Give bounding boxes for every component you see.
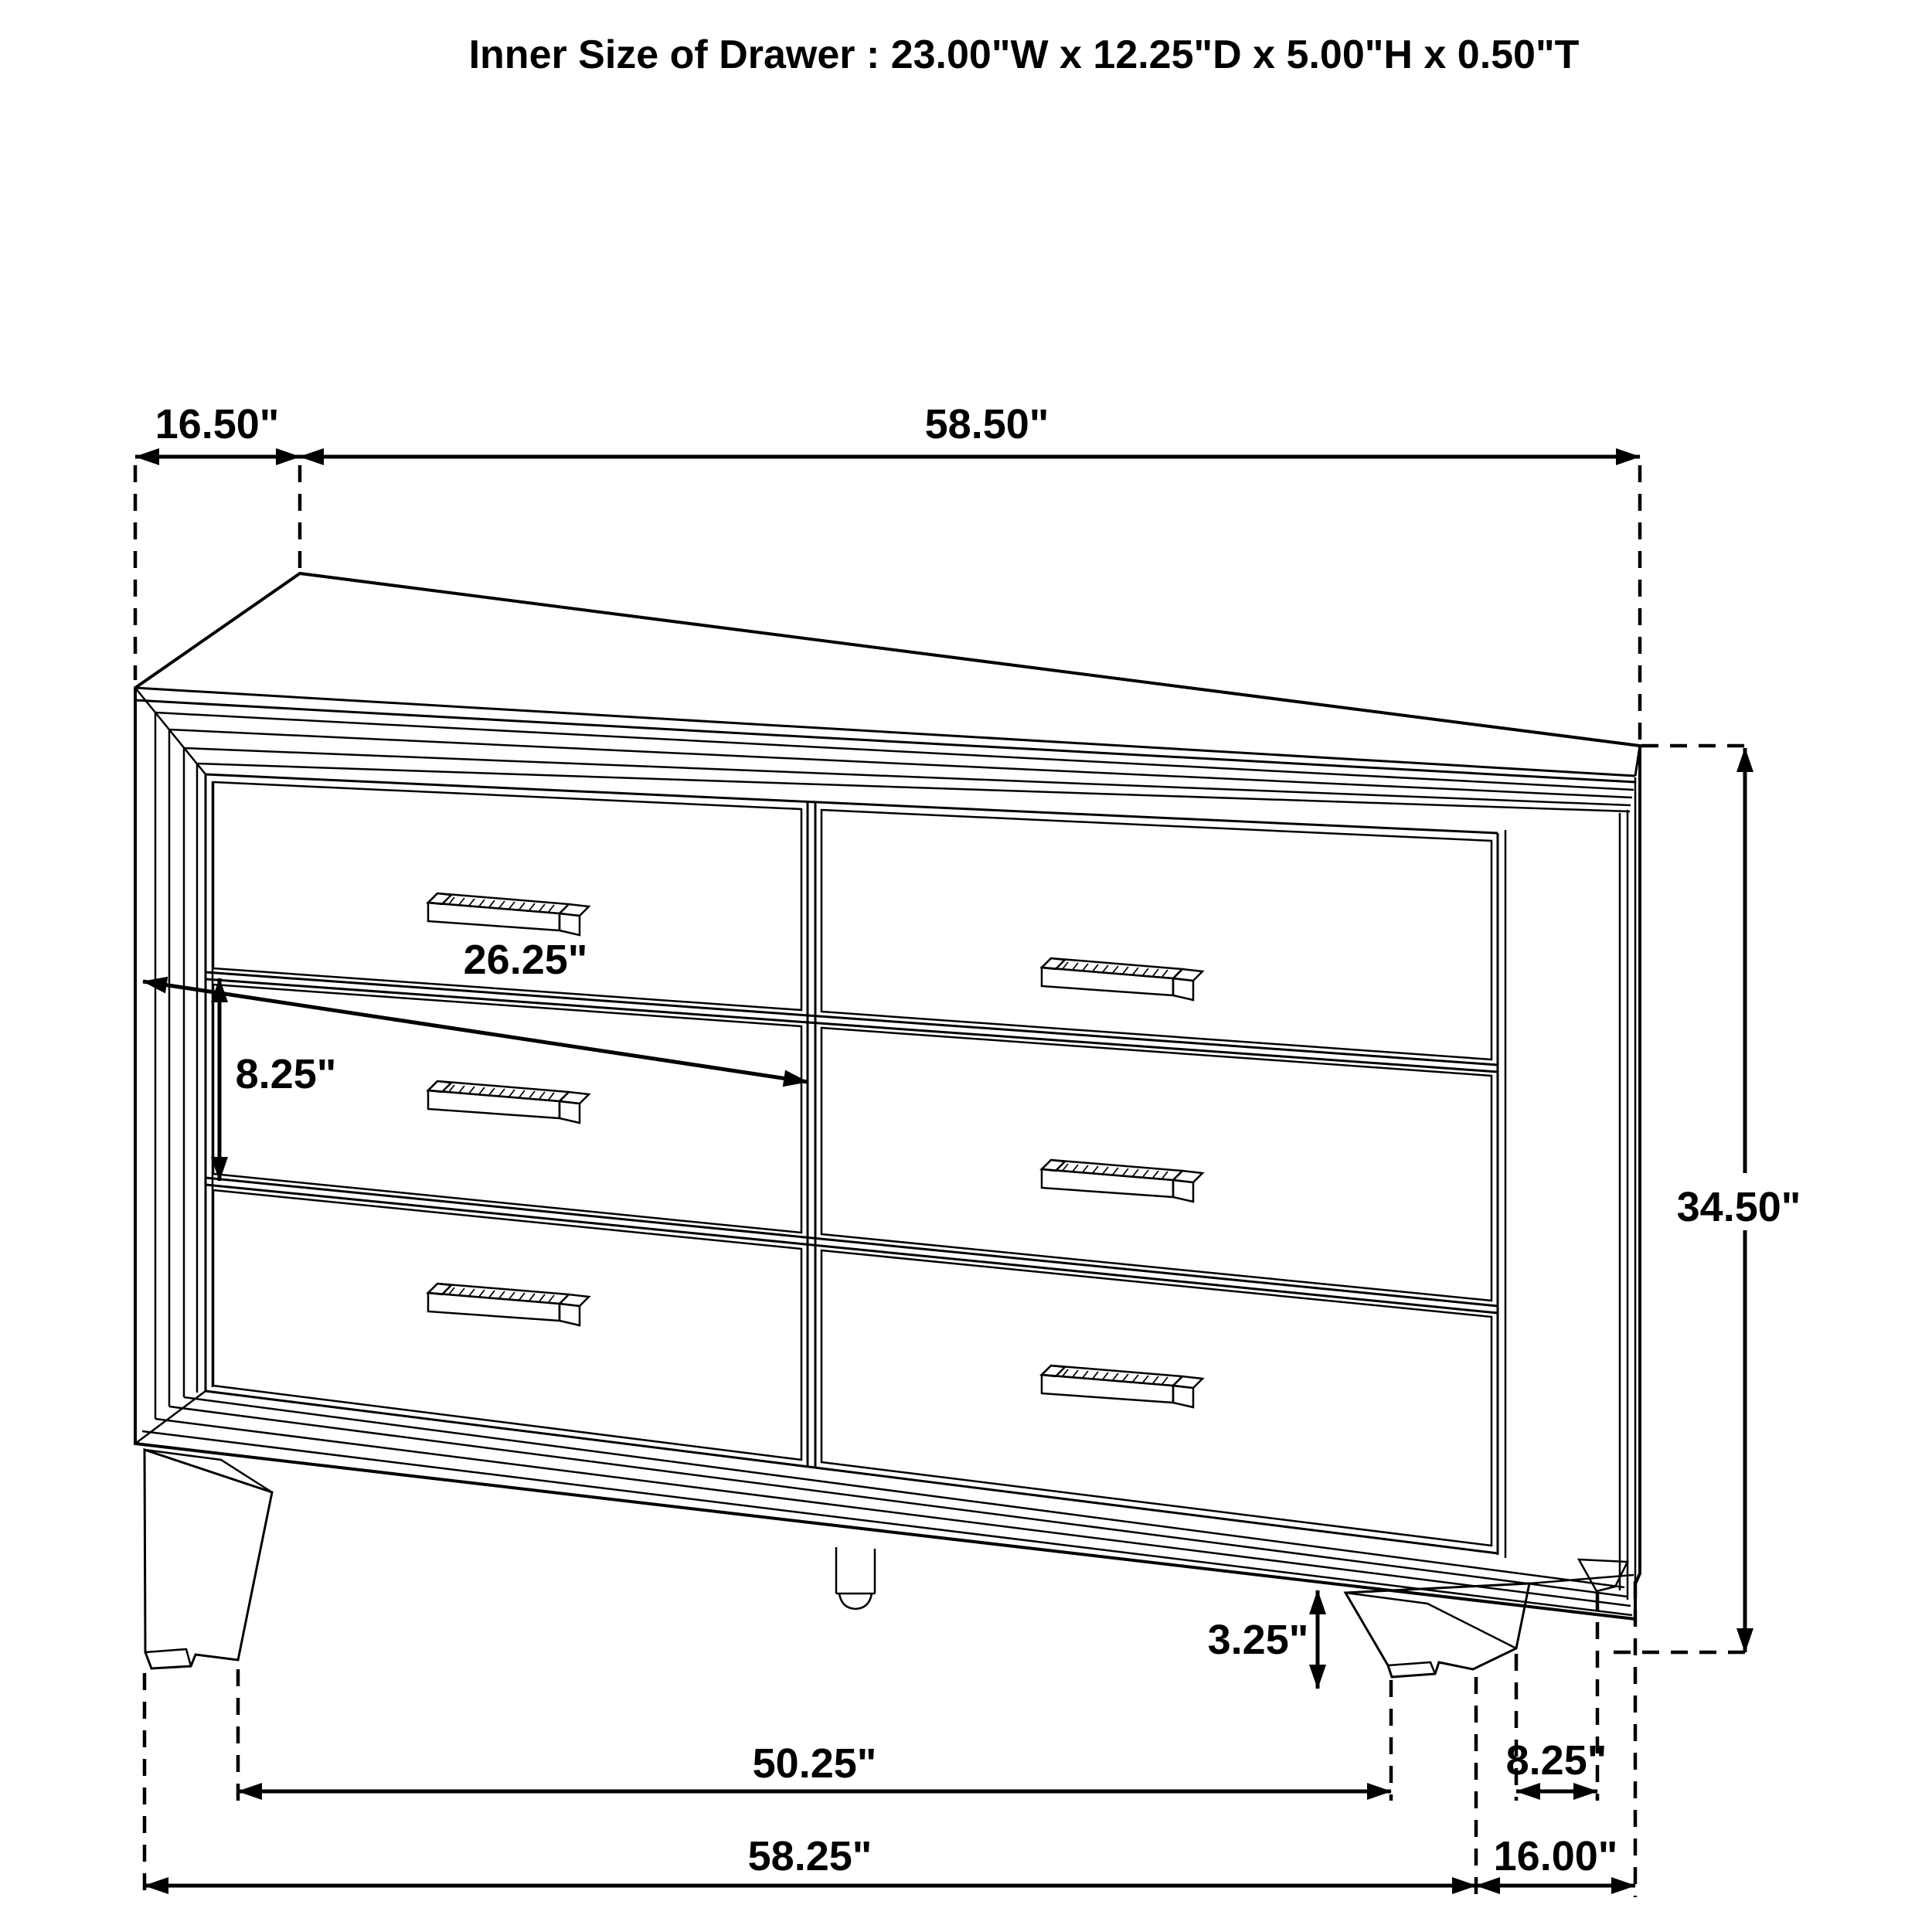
- base-molding: [135, 1391, 1632, 1615]
- handle-bottom-right: [1042, 1366, 1202, 1407]
- left-stile: [155, 713, 213, 1419]
- drawer-front-middle-left: [213, 985, 801, 1233]
- center-divider: [808, 801, 815, 1468]
- dim-overall-height-label: 34.50": [1676, 1184, 1801, 1230]
- drawer-opening-bottom-edge: [206, 1391, 1498, 1553]
- dim-foot-height-label: 3.25": [1207, 1617, 1309, 1663]
- handle-bottom-left: [428, 1284, 589, 1325]
- drawer-row-lines: [206, 972, 1498, 1313]
- dim-front-leg-span-label: 50.25": [752, 1740, 877, 1787]
- front-left-leg: [145, 1450, 272, 1668]
- handle-top-left: [428, 893, 589, 935]
- handle-middle-right: [1042, 1160, 1202, 1202]
- dim-top-depth-label: 16.50": [155, 401, 280, 447]
- right-stile: [1505, 777, 1635, 1617]
- dresser-legs: [145, 1450, 1634, 1677]
- dim-side-leg-span-label: 8.25": [1505, 1737, 1607, 1784]
- dresser-silhouette: [135, 573, 1640, 1619]
- extension-lines: [135, 465, 1756, 1897]
- page-title: Inner Size of Drawer : 23.00"W x 12.25"D x 5.00"H x 0.50"T: [468, 32, 1580, 77]
- handle-top-right: [1042, 958, 1202, 1000]
- front-right-leg: [1345, 1583, 1529, 1677]
- drawer-front-bottom-left: [213, 1190, 801, 1460]
- dim-base-width-label: 58.25": [747, 1833, 872, 1879]
- dim-drawer-height-label: 8.25": [235, 1051, 337, 1097]
- dim-base-depth-label: 16.00": [1493, 1833, 1618, 1879]
- dresser-top-face: [135, 688, 1640, 782]
- dim-drawer-width-label: 26.25": [463, 937, 588, 983]
- dim-top-width-label: 58.50": [924, 401, 1049, 447]
- front-left-leg-details: [145, 1450, 272, 1666]
- dresser-body: [135, 573, 1640, 1619]
- handle-middle-left: [428, 1081, 589, 1123]
- center-support-leg: [836, 1547, 875, 1594]
- crown-molding: [135, 688, 1634, 811]
- dimension-lines: [135, 457, 1745, 1886]
- drawer-front-top-right: [821, 810, 1492, 1060]
